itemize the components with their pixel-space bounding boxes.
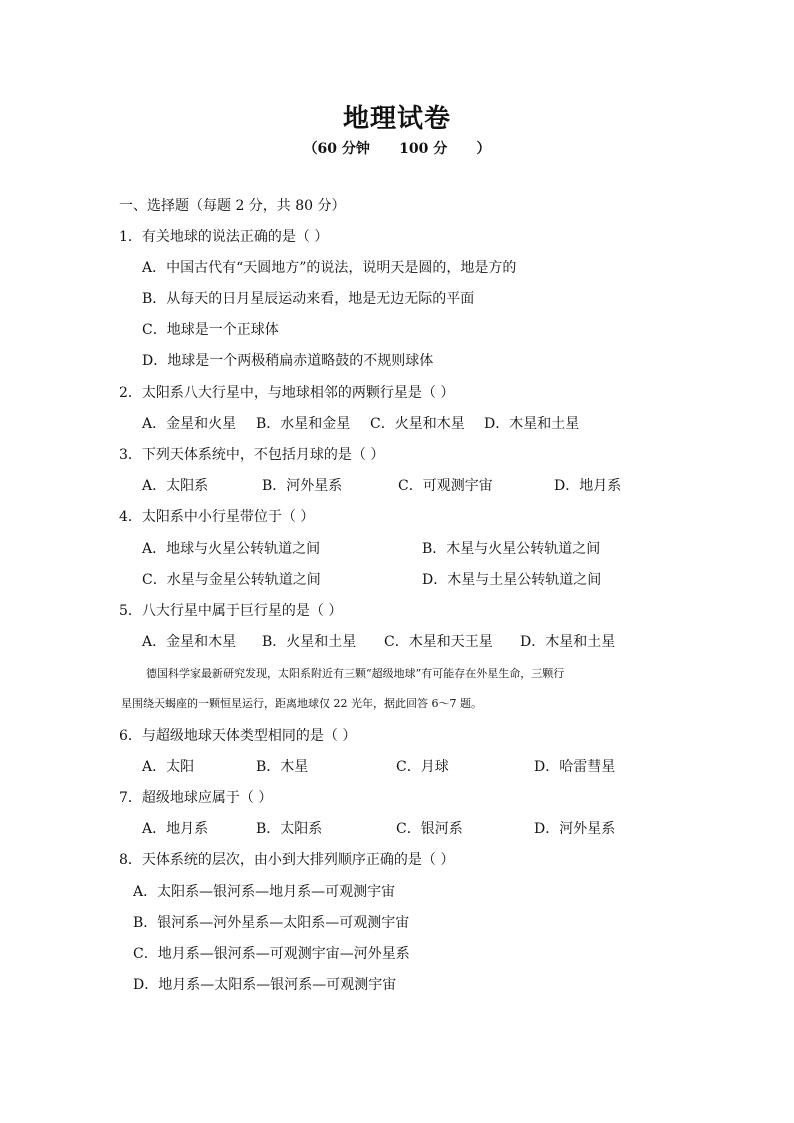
question-4-option-d: D．木星与土星公转轨道之间 (422, 572, 602, 588)
question-2-option-a: A．金星和火星 (142, 416, 237, 432)
question-8-option-c: C．地月系—银河系—可观测宇宙—河外星系 (133, 946, 410, 962)
question-3-option-c: C．可观测宇宙 (398, 478, 493, 494)
page-subtitle: （60 分钟 100 分 ） (303, 141, 491, 157)
question-6-option-a: A．太阳 (142, 759, 195, 775)
question-6-option-d: D．哈雷彗星 (534, 759, 616, 775)
question-6-stem: 6．与超级地球天体类型相同的是（ ） (119, 728, 357, 744)
question-7-option-c: C．银河系 (396, 821, 463, 837)
question-1-option-d: D．地球是一个两极稍扁赤道略鼓的不规则球体 (142, 353, 434, 369)
question-6-option-b: B．木星 (256, 759, 309, 775)
question-5-option-a: A．金星和木星 (142, 634, 237, 650)
passage-line-2: 星围绕天蝎座的一颗恒星运行，距离地球仅 22 光年，据此回答 6～7 题。 (121, 697, 482, 710)
question-7-option-a: A．地月系 (142, 821, 209, 837)
question-1-stem: 1．有关地球的说法正确的是（ ） (119, 229, 329, 245)
question-2-option-c: C．火星和木星 (370, 416, 465, 432)
question-8-option-a: A．太阳系—银河系—地月系—可观测宇宙 (133, 884, 396, 900)
question-8-option-d: D．地月系—太阳系—银河系—可观测宇宙 (133, 977, 397, 993)
question-7-option-d: D．河外星系 (534, 821, 616, 837)
question-3-option-a: A．太阳系 (142, 478, 209, 494)
question-5-option-d: D．木星和土星 (520, 634, 616, 650)
question-3-stem: 3．下列天体系统中，不包括月球的是（ ） (119, 447, 385, 463)
question-4-option-c: C．水星与金星公转轨道之间 (142, 572, 321, 588)
question-2-stem: 2．太阳系八大行星中，与地球相邻的两颗行星是（ ） (119, 385, 455, 401)
page-title: 地理试卷 (342, 104, 451, 134)
question-1-option-b: B．从每天的日月星辰运动来看，地是无边无际的平面 (142, 291, 475, 307)
question-1-option-a: A．中国古代有“天圆地方”的说法，说明天是圆的，地是方的 (142, 260, 517, 276)
question-3-option-b: B．河外星系 (262, 478, 343, 494)
question-4-stem: 4．太阳系中小行星带位于（ ） (119, 509, 315, 525)
question-8-stem: 8．天体系统的层次，由小到大排列顺序正确的是（ ） (119, 852, 455, 868)
question-4-option-a: A．地球与火星公转轨道之间 (142, 541, 321, 557)
question-5-option-b: B．火星和土星 (262, 634, 357, 650)
question-6-option-c: C．月球 (396, 759, 449, 775)
question-2-option-d: D．木星和土星 (484, 416, 580, 432)
question-4-option-b: B．木星与火星公转轨道之间 (422, 541, 601, 557)
question-7-option-b: B．太阳系 (256, 821, 323, 837)
question-5-stem: 5．八大行星中属于巨行星的是（ ） (119, 603, 343, 619)
section-heading: 一、选择题（每题 2 分，共 80 分） (119, 198, 346, 214)
question-1-option-c: C．地球是一个正球体 (142, 322, 279, 338)
passage-line-1: 德国科学家最新研究发现，太阳系附近有三颗“超级地球”有可能存在外星生命，三颗行 (146, 667, 565, 680)
question-2-option-b: B．水星和金星 (256, 416, 351, 432)
question-3-option-d: D．地月系 (554, 478, 622, 494)
question-5-option-c: C．木星和天王星 (384, 634, 493, 650)
question-8-option-b: B．银河系—河外星系—太阳系—可观测宇宙 (133, 915, 410, 931)
question-7-stem: 7．超级地球应属于（ ） (119, 790, 273, 806)
